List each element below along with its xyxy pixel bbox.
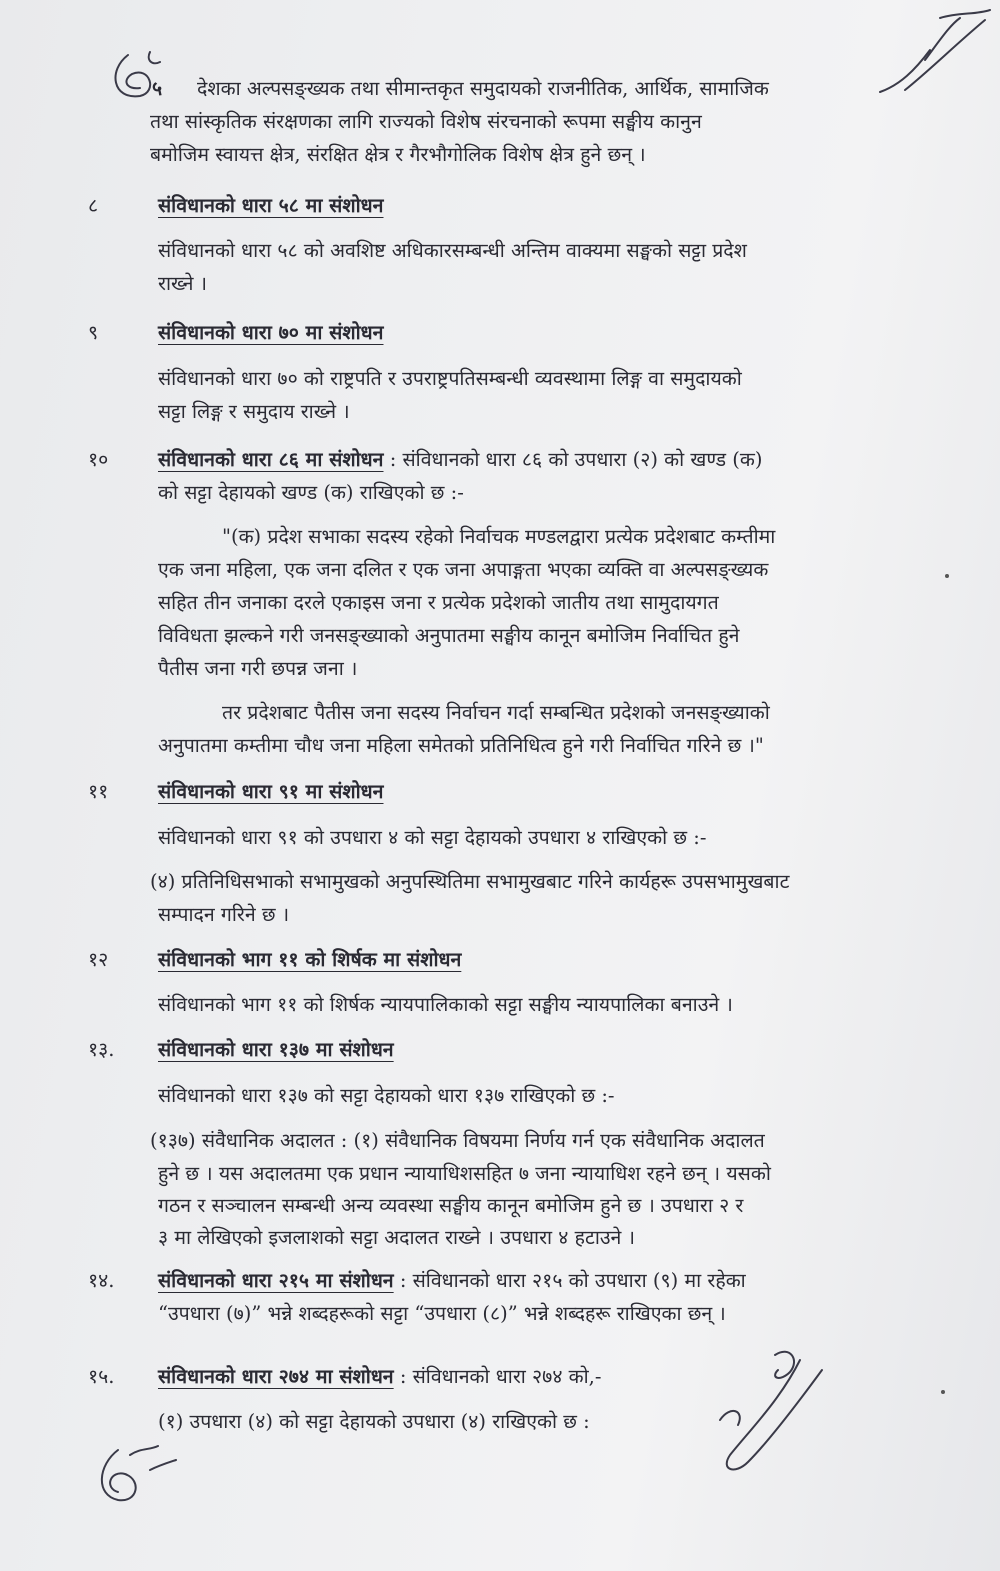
section-heading-title: संविधानको धारा ५८ मा संशोधन <box>158 194 384 217</box>
signature-mid-right <box>720 1352 822 1470</box>
section-heading-title: संविधानको भाग ११ को शिर्षक मा संशोधन <box>158 948 462 971</box>
proviso-line: अनुपातमा कम्तीमा चौध जना महिला समेतको प्रतिनिधित्व हुने गरी निर्वाचित गरिने छ ।" <box>158 734 764 757</box>
section-body-line: संविधानको भाग ११ को शिर्षक न्यायपालिकाको सट्टा सङ्घीय न्यायपालिका बनाउने । <box>158 993 733 1016</box>
signature-top-right <box>880 10 990 92</box>
sub-line: (१३७) संवैधानिक अदालत : (१) संवैधानिक विषयमा निर्णय गर्न एक संवैधानिक अदालत <box>150 1129 765 1152</box>
quote-line: एक जना महिला, एक जना दलित र एक जना अपाङ्गता भएका व्यक्ति वा अल्पसङ्ख्यक <box>158 558 769 581</box>
section-body-line: राख्ने । <box>158 272 207 295</box>
quote-line: पैतीस जना गरी छपन्न जना । <box>158 657 358 680</box>
section-heading-title: संविधानको धारा ९१ मा संशोधन <box>158 780 384 803</box>
section-number: ९ <box>88 321 99 344</box>
section-body-line: संविधानको धारा ७० को राष्ट्रपति र उपराष्ट्रपतिसम्बन्धी व्यवस्थामा लिङ्ग वा समुदायको <box>158 367 742 390</box>
section-heading-rest: : संविधानको धारा २७४ को,- <box>393 1365 602 1388</box>
section-number: १४. <box>88 1269 115 1292</box>
section-number: १२ <box>88 948 109 971</box>
section-body-line: संविधानको धारा ९१ को उपधारा ४ को सट्टा देहायको उपधारा ४ राखिएको छ :- <box>158 826 707 849</box>
section-body-line: सट्टा लिङ्ग र समुदाय राख्ने । <box>158 400 350 423</box>
quote-line: "(क) प्रदेश सभाका सदस्य रहेको निर्वाचक मण्डलद्वारा प्रत्येक प्रदेशबाट कम्तीमा <box>222 525 776 548</box>
section-body-line: संविधानको धारा १३७ को सट्टा देहायको धारा १३७ राखिएको छ :- <box>158 1084 615 1107</box>
sub-line: ३ मा लेखिएको इजलाशको सट्टा अदालत राख्ने । उपधारा ४ हटाउने । <box>158 1226 635 1249</box>
section-heading <box>158 944 461 975</box>
section-body-line: “उपधारा (७)” भन्ने शब्दहरूको सट्टा “उपधारा (८)” भन्ने शब्दहरू राखिएका छन् । <box>158 1302 726 1325</box>
top-line-2: तथा सांस्कृतिक संरक्षणका लागि राज्यको विशेष संरचनाको रूपमा सङ्घीय कानुन <box>150 110 702 133</box>
section-heading-rest: : संविधानको धारा २१५ को उपधारा (९) मा रहेका <box>393 1269 746 1292</box>
section-heading-rest: : संविधानको धारा ८६ को उपधारा (२) को खण्ड (क) <box>383 448 763 471</box>
section-heading <box>158 444 762 475</box>
sub-line: (४) प्रतिनिधिसभाको सभामुखको अनुपस्थितिमा सभामुखबाट गरिने कार्यहरू उपसभामुखबाट <box>150 870 790 893</box>
section-heading <box>158 317 384 348</box>
top-line-3: बमोजिम स्वायत्त क्षेत्र, संरक्षित क्षेत्र र गैरभौगोलिक विशेष क्षेत्र हुने छन् । <box>150 143 646 166</box>
section-number: ११ <box>88 780 109 803</box>
section-heading-title: संविधानको धारा २७४ मा संशोधन <box>158 1365 394 1388</box>
section-body-line: को सट्टा देहायको खण्ड (क) राखिएको छ :- <box>158 481 464 504</box>
speck <box>945 574 949 578</box>
sub-line: गठन र सञ्चालन सम्बन्धी अन्य व्यवस्था सङ्घीय कानून बमोजिम हुने छ । उपधारा २ र <box>158 1194 744 1217</box>
section-number: ८ <box>88 194 99 217</box>
section-heading <box>158 1034 394 1065</box>
section-heading-title: संविधानको धारा २१५ मा संशोधन <box>158 1269 394 1292</box>
section-number: १५. <box>88 1365 115 1388</box>
section-body-line: (१) उपधारा (४) को सट्टा देहायको उपधारा (४) राखिएको छ : <box>158 1410 590 1433</box>
section-heading <box>158 1361 601 1392</box>
section-body-line: संविधानको धारा ५८ को अवशिष्ट अधिकारसम्बन्धी अन्तिम वाक्यमा सङ्घको सट्टा प्रदेश <box>158 239 747 262</box>
proviso-line: तर प्रदेशबाट पैतीस जना सदस्य निर्वाचन गर्दा सम्बन्धित प्रदेशको जनसङ्ख्याको <box>222 701 770 724</box>
section-heading-title: संविधानको धारा ८६ मा संशोधन <box>158 448 384 471</box>
section-number: १० <box>88 448 109 471</box>
item-marker: ५ <box>152 77 163 100</box>
section-number: १३. <box>88 1038 115 1061</box>
section-heading-title: संविधानको धारा ७० मा संशोधन <box>158 321 384 344</box>
section-heading <box>158 1265 746 1296</box>
section-heading <box>158 776 384 807</box>
sub-line: सम्पादन गरिने छ । <box>158 903 290 926</box>
top-line-1: देशका अल्पसङ्ख्यक तथा सीमान्तकृत समुदायको राजनीतिक, आर्थिक, सामाजिक <box>197 77 769 100</box>
speck <box>941 1390 945 1394</box>
section-heading-title: संविधानको धारा १३७ मा संशोधन <box>158 1038 394 1061</box>
quote-line: सहित तीन जनाका दरले एकाइस जना र प्रत्येक प्रदेशको जातीय तथा सामुदायगत <box>158 591 719 614</box>
signature-bottom-left <box>102 1446 176 1500</box>
section-heading <box>158 190 384 221</box>
quote-line: विविधता झल्कने गरी जनसङ्ख्याको अनुपातमा सङ्घीय कानून बमोजिम निर्वाचित हुने <box>158 624 740 647</box>
sub-line: हुने छ । यस अदालतमा एक प्रधान न्यायाधिशसहित ७ जना न्यायाधिश रहने छन् । यसको <box>158 1162 771 1185</box>
